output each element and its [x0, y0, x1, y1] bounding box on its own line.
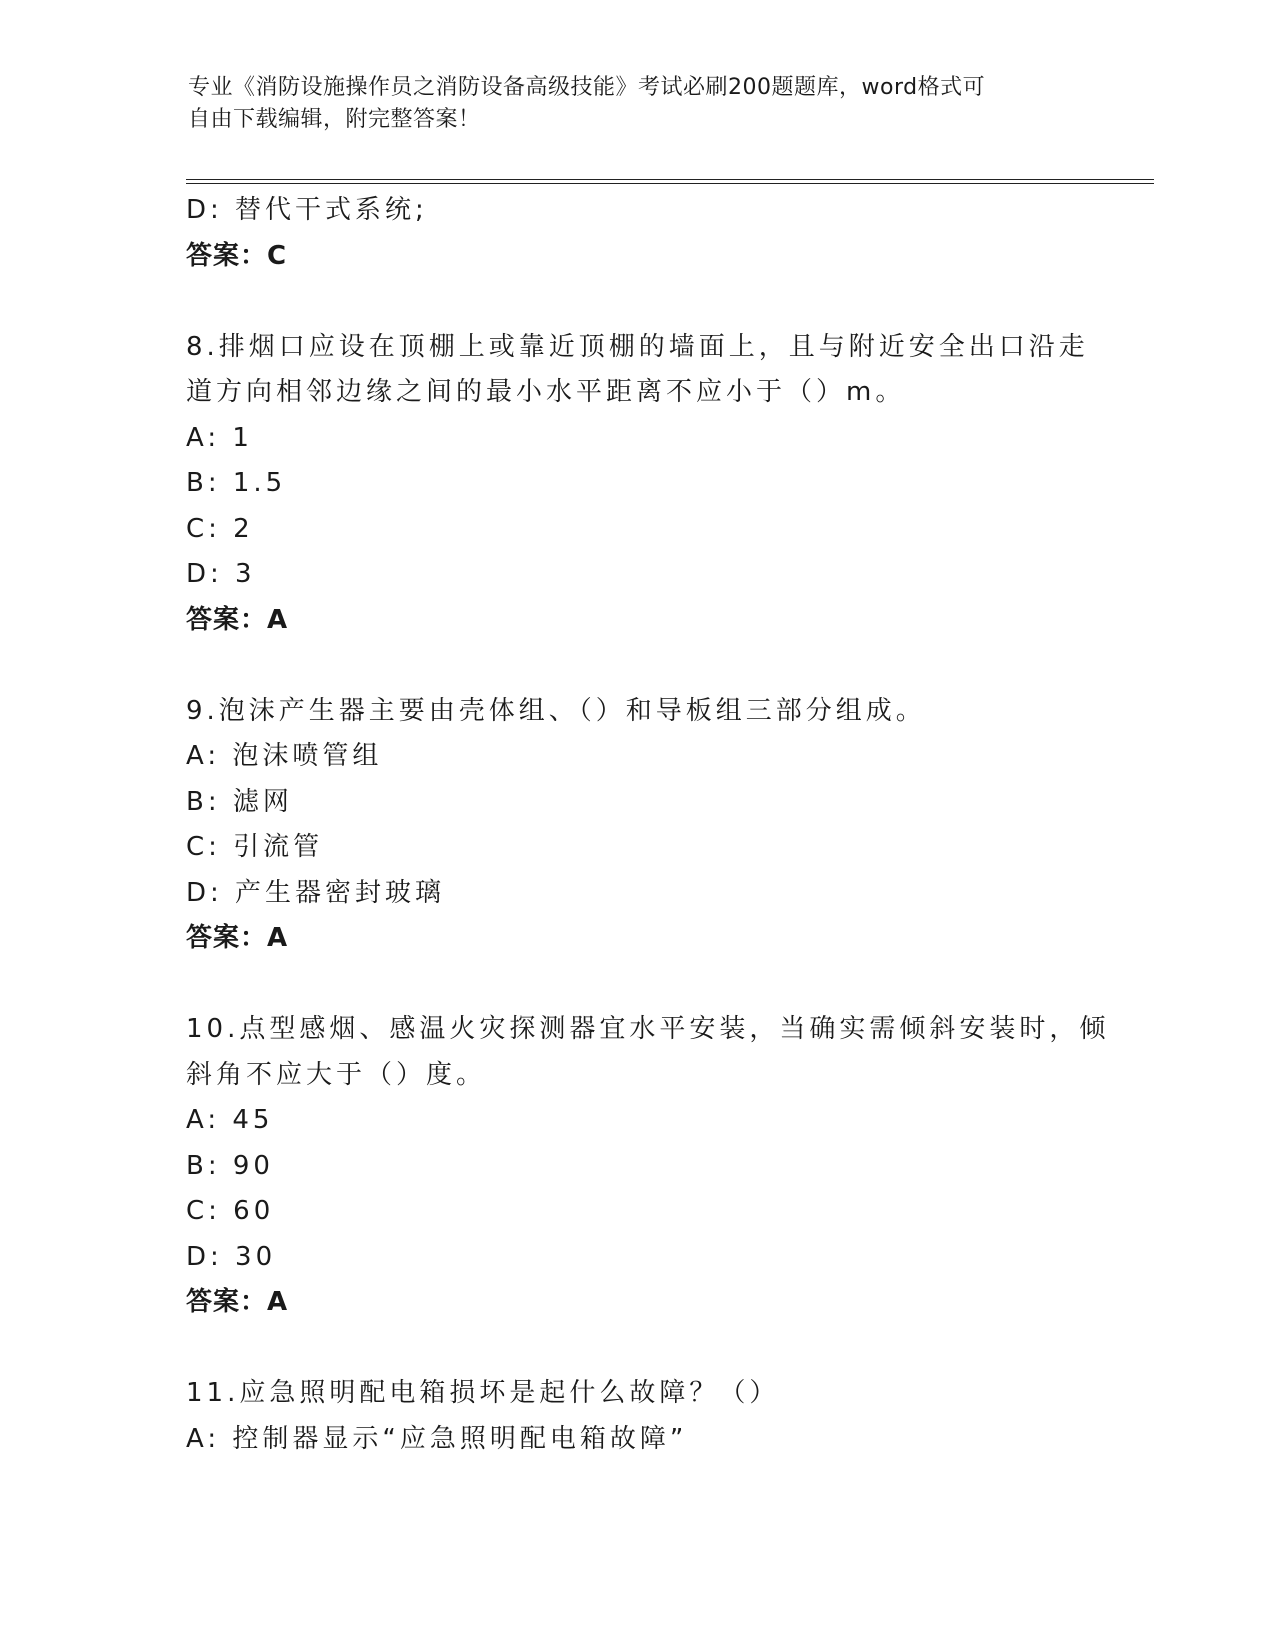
previous-question-tail	[186, 188, 1086, 279]
option-b: B: 90	[186, 1150, 274, 1181]
question-text-line: 11.应急照明配电箱损坏是起什么故障？（）	[186, 1378, 780, 1408]
spacer	[186, 1326, 1086, 1372]
answer-line: 答案：A	[186, 604, 289, 635]
question-text-line: 9.泡沫产生器主要由壳体组、（）和导板组三部分组成。	[186, 695, 926, 726]
header-line-2: 自由下载编辑，附完整答案！	[188, 107, 481, 132]
header-line-1: 专业《消防设施操作员之消防设备高级技能》考试必刷200题题库，word格式可	[188, 75, 986, 100]
option-d: D: 30	[186, 1241, 277, 1272]
option-b: B: 滤网	[186, 786, 293, 817]
answer-line: 答案：A	[186, 923, 289, 953]
option-c: C: 引流管	[186, 832, 324, 862]
question-content	[186, 188, 1110, 1462]
option-c: C: 2	[186, 513, 254, 544]
option-a: A: 泡沫喷管组	[186, 741, 383, 771]
header-divider-bottom	[186, 183, 1154, 184]
question-8	[186, 325, 1089, 644]
option-d: D: 产生器密封玻璃	[186, 877, 446, 908]
option-d: D: 替代干式系统;	[186, 195, 428, 225]
question-text-line: 斜角不应大于（）度。	[186, 1059, 487, 1090]
question-text-line: 道方向相邻边缘之间的最小水平距离不应小于（）m。	[186, 377, 906, 407]
header-divider-top	[186, 179, 1154, 180]
answer-line: 答案：A	[186, 1287, 289, 1317]
answer-line: 答案：C	[186, 240, 288, 271]
option-c: C: 60	[186, 1196, 275, 1226]
option-b: B: 1.5	[186, 468, 287, 498]
spacer	[186, 643, 1086, 689]
question-text-line: 10.点型感烟、感温火灾探测器宜水平安装，当确实需倾斜安装时，倾	[186, 1014, 1110, 1044]
option-d: D: 3	[186, 559, 256, 589]
question-text-line: 8.排烟口应设在顶棚上或靠近顶棚的墙面上，且与附近安全出口沿走	[186, 331, 1089, 362]
spacer	[186, 962, 1086, 1008]
option-a: A: 45	[186, 1105, 274, 1135]
spacer	[186, 279, 1086, 325]
option-a: A: 控制器显示“应急照明配电箱故障”	[186, 1423, 688, 1454]
question-11	[186, 1371, 1086, 1462]
question-9	[186, 689, 1086, 962]
document-header	[188, 72, 1068, 136]
option-a: A: 1	[186, 422, 253, 453]
question-10	[186, 1007, 1110, 1326]
